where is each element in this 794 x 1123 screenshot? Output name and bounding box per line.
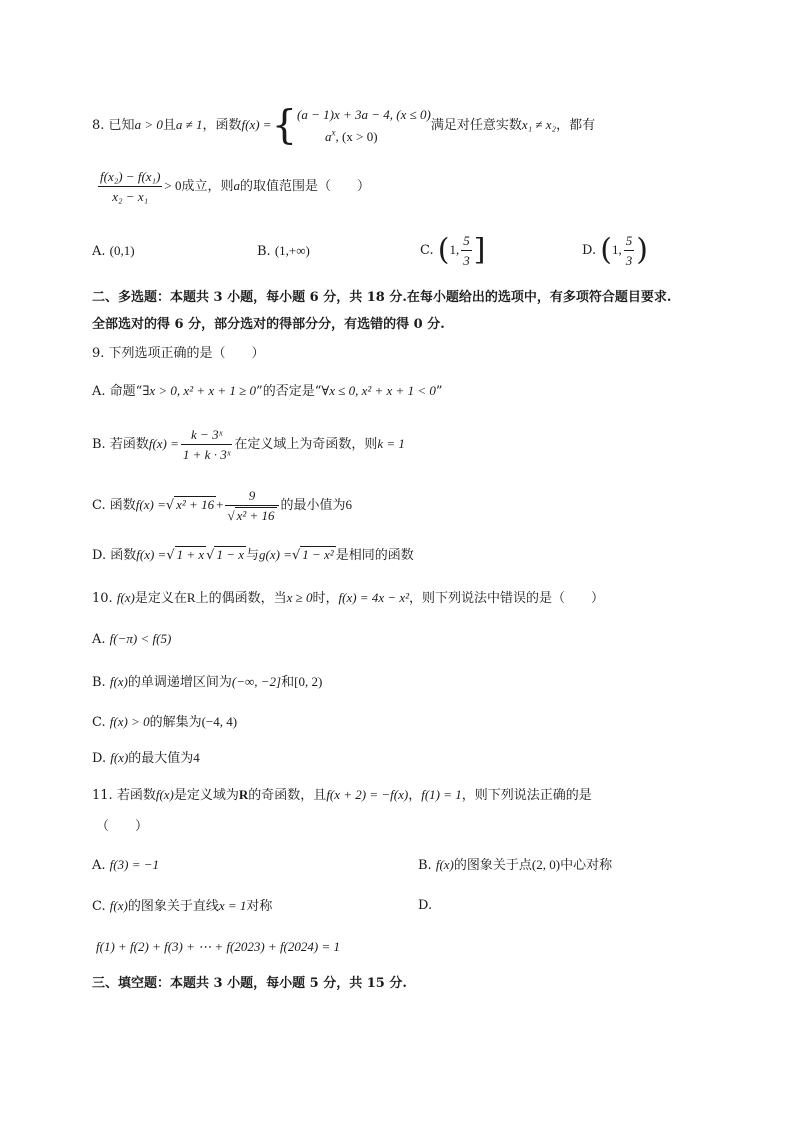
q8-fraction: $\frac{\text{f(x₂) − f(x₁)}}{\text{x₂ − x₁}}$ (100, 169, 161, 204)
q9-option-a: A. 命题“∃x > 0, x² + x + 1 ≥ 0”的否定是“∀x ≤ 0, x² + x + 1 < 0” (92, 383, 443, 399)
q10-option-b: B. f(x)的单调递增区间为(−∞, −2]和[0, 2) (92, 674, 323, 690)
q11-option-c: C. f(x)的图象关于直线x = 1对称 (92, 898, 273, 914)
section3-heading: 三、填空题：本题共 3 小题，每小题 5 分，共 15 分. (92, 976, 407, 991)
q8-stem-line2: $\frac{\text{f(x₂) − f(x₁)}}{\text{x₂ − x₁}}$ > 0成立，则a的取值范围是（ ） (100, 169, 371, 204)
q9-stem: 9. 下列选项正确的是（ ） (92, 346, 265, 361)
q11-option-d-label: D. (418, 898, 433, 913)
q10-option-c: C. f(x) > 0的解集为(−4, 4) (92, 714, 238, 730)
q8-stem-line1: 8. 已知a > 0且a ≠ 1，函数f(x) ={(a − 1)x + 3a − 4, (x ≤ 0) $a^x$, (x > 0)满足对任意实数x₁ ≠ x₂，都有 (92, 102, 596, 149)
q11-option-d-expression: f(1) + f(2) + f(3) + ⋯ + f(2023) + f(2024) = 1 (96, 939, 340, 954)
q11-stem-line1: 11. 若函数f(x)是定义域为R的奇函数，且f(x + 2) = −f(x)，f(1) = 1，则下列说法正确的是 (92, 787, 592, 803)
q8-option-b: B. (1,+∞) (257, 243, 310, 259)
q9-option-d: D. 函数f(x) =√ 1 + x √ 1 − x 与g(x) =√ 1 − x² 是相同的函数 (92, 547, 414, 563)
q8-option-d: D. (1, $\frac{5}{3}$ ) (582, 232, 648, 268)
q10-option-a: A. f(−π) < f(5) (92, 631, 172, 647)
q8-option-a: A. (0,1) (92, 243, 135, 259)
q11-option-b: B. f(x)的图象关于点(2, 0)中心对称 (418, 857, 613, 873)
section2-heading-line2: 全部选对的得 6 分，部分选对的得部分分，有选错的得 0 分. (92, 317, 445, 332)
q8-piecewise: (a − 1)x + 3a − 4, (x ≤ 0) $a^x$, (x > 0) (297, 106, 431, 145)
q11-option-a: A. f(3) = −1 (92, 857, 159, 873)
section2-heading-line1: 二、多选题：本题共 3 小题，每小题 6 分，共 18 分.在每小题给出的选项中，有多项符合题目要求. (92, 290, 672, 305)
q9-option-c: C. 函数f(x) =√ x² + 16 + $\frac{9}{\text{√ x² + 16}}$ 的最小值为6 (92, 488, 353, 523)
q9-option-b: B. 若函数f(x) = $\frac{\text{k − 3ˣ}}{\text{1 + k · 3ˣ}}$ 在定义域上为奇函数，则k = 1 (92, 427, 405, 462)
q11-stem-line2: （ ） (96, 819, 149, 834)
q8-option-c: C. (1, $\frac{5}{3}$ ] (420, 232, 486, 268)
q10-stem: 10. f(x)是定义在R上的偶函数，当x ≥ 0时，f(x) = 4x − x²，则下列说法中错误的是（ ） (92, 590, 605, 606)
q10-option-d: D. f(x)的最大值为4 (92, 750, 200, 766)
